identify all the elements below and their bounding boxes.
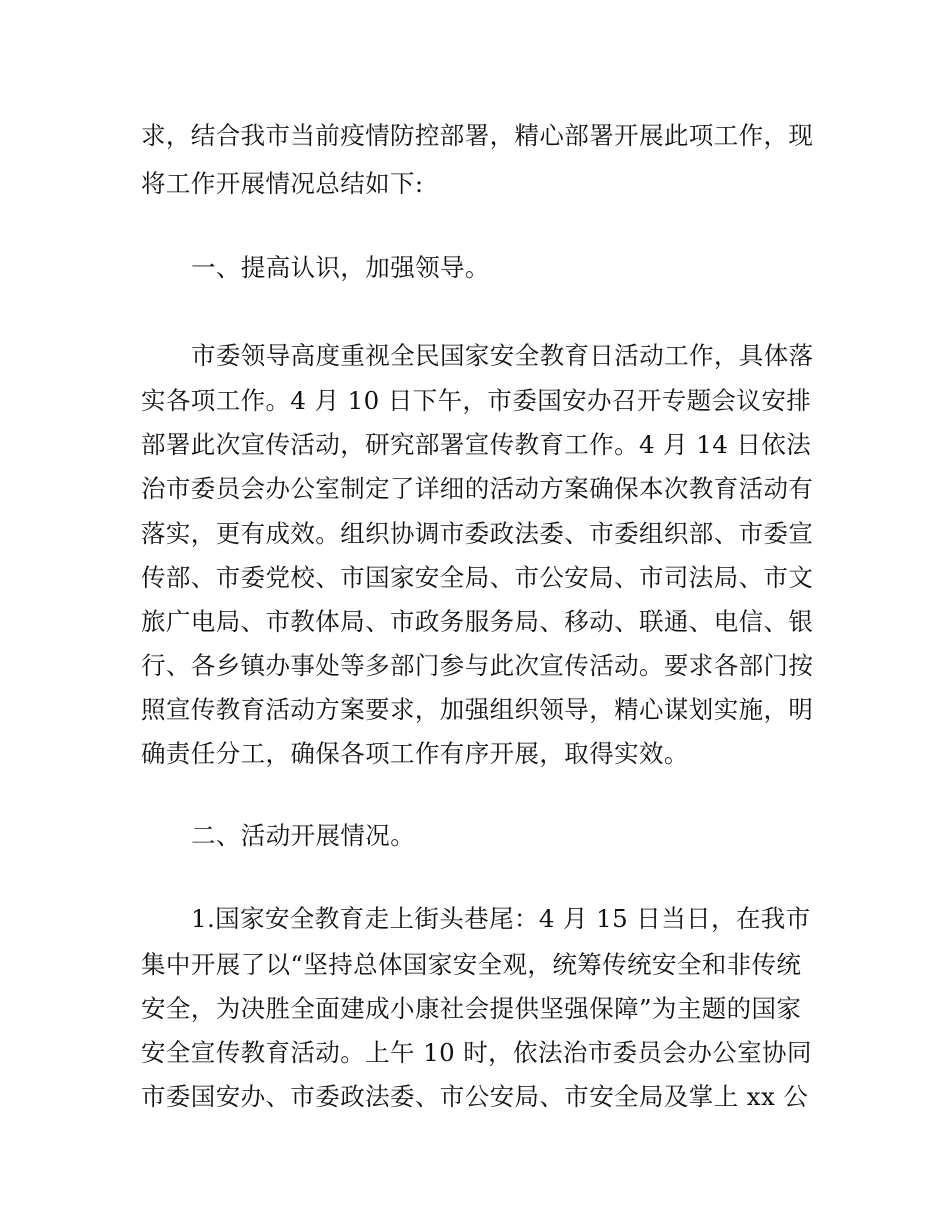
paragraph-line: 部署此次宣传活动，研究部署宣传教育工作。4 月 14 日依法: [141, 430, 812, 459]
paragraph-line: 集中开展了以“坚持总体国家安全观，统筹传统安全和非传统: [141, 950, 802, 979]
section-heading: 一、提高认识，加强领导。: [191, 253, 490, 282]
paragraph-line: 市委国安办、市委政法委、市公安局、市安全局及掌上 xx 公: [141, 1082, 809, 1111]
paragraph-line: 传部、市委党校、市国家安全局、市公安局、市司法局、市文: [141, 563, 814, 592]
paragraph-line: 求，结合我市当前疫情防控部署，精心部署开展此项工作，现: [141, 121, 814, 150]
paragraph-line: 实各项工作。4 月 10 日下午，市委国安办召开专题会议安排: [141, 386, 812, 415]
paragraph-line: 照宣传教育活动方案要求，加强组织领导，精心谋划实施，明: [141, 695, 814, 724]
paragraph-line: 旅广电局、市教体局、市政务服务局、移动、联通、电信、银: [141, 607, 814, 636]
paragraph-line: 确责任分工，确保各项工作有序开展，取得实效。: [141, 739, 689, 768]
section-heading: 二、活动开展情况。: [191, 821, 416, 850]
paragraph-line: 将工作开展情况总结如下:: [141, 169, 424, 198]
paragraph-line: 安全，为决胜全面建成小康社会提供坚强保障”为主题的国家: [141, 994, 802, 1023]
paragraph-line: 落实，更有成效。组织协调市委政法委、市委组织部、市委宣: [141, 519, 814, 548]
paragraph-line: 市委领导高度重视全民国家安全教育日活动工作，具体落: [191, 341, 814, 370]
paragraph-line: 1.国家安全教育走上街头巷尾：4 月 15 日当日，在我市: [191, 904, 811, 933]
paragraph-line: 行、各乡镇办事处等多部门参与此次宣传活动。要求各部门按: [141, 651, 814, 680]
paragraph-line: 治市委员会办公室制定了详细的活动方案确保本次教育活动有: [141, 474, 814, 503]
paragraph-line: 安全宣传教育活动。上午 10 时，依法治市委员会办公室协同: [141, 1038, 812, 1067]
